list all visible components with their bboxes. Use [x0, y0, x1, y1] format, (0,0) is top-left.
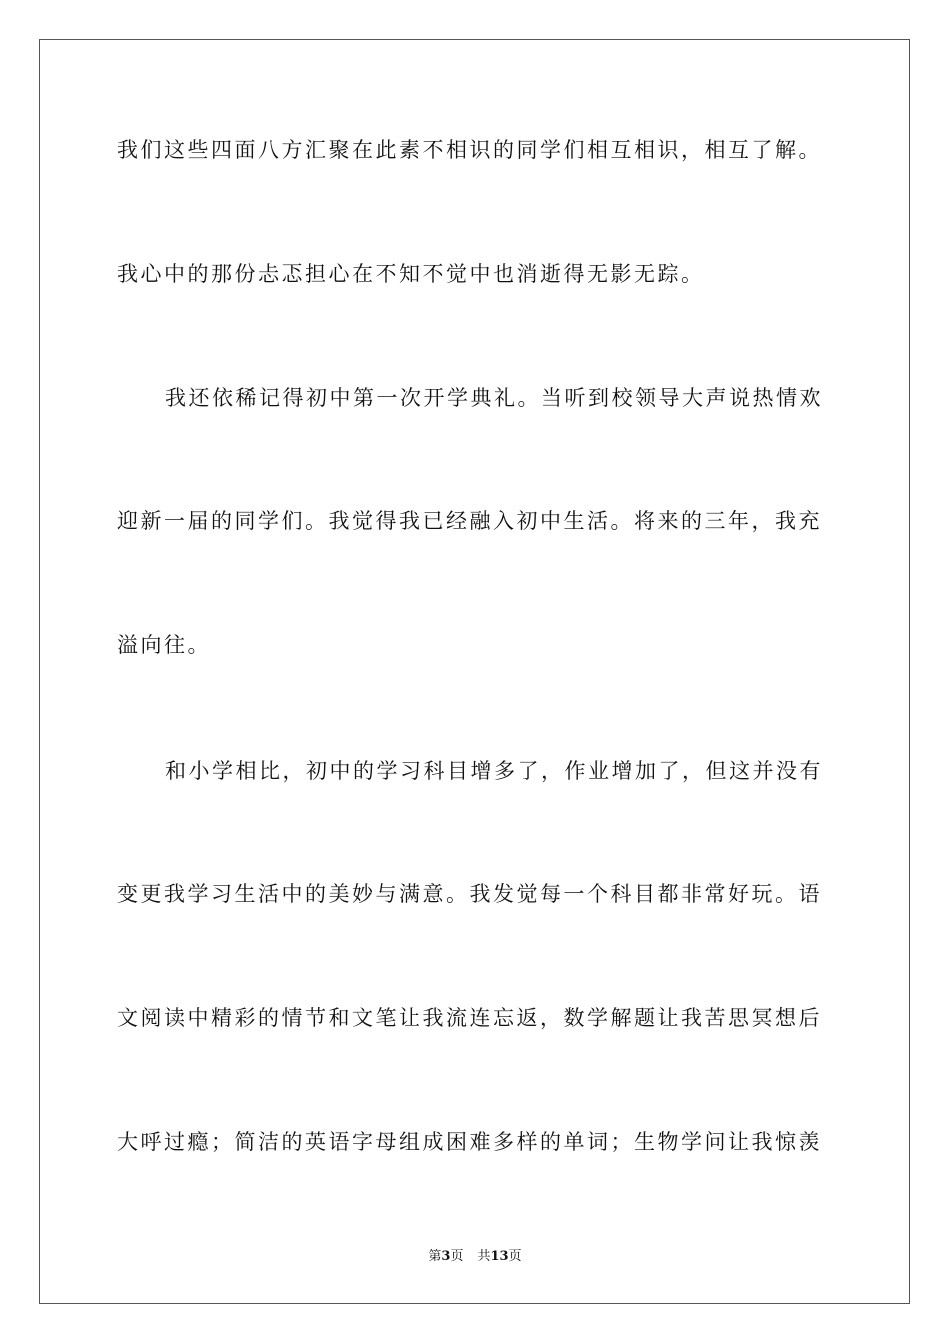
total-pages: 13 — [490, 1249, 509, 1264]
page-number: 3 — [441, 1249, 451, 1264]
page-frame — [39, 39, 910, 1304]
text-line-9: 大呼过瘾；简洁的英语字母组成困难多样的单词；生物学问让我惊羡 — [117, 1130, 822, 1154]
page-footer — [0, 1248, 950, 1266]
text-line-1: 我们这些四面八方汇聚在此素不相识的同学们相互相识，相互了解。 — [117, 138, 822, 162]
text-line-5: 溢向往。 — [117, 633, 211, 657]
text-line-3: 我还依稀记得初中第一次开学典礼。当听到校领导大声说热情欢 — [165, 386, 823, 410]
text-line-2: 我心中的那份忐忑担心在不知不觉中也消逝得无影无踪。 — [117, 262, 705, 286]
text-line-7: 变更我学习生活中的美妙与满意。我发觉每一个科目都非常好玩。语 — [117, 882, 822, 906]
text-line-6: 和小学相比，初中的学习科目增多了，作业增加了，但这并没有 — [165, 759, 823, 783]
total-suffix: 页 — [508, 1249, 522, 1264]
text-line-4: 迎新一届的同学们。我觉得我已经融入初中生活。将来的三年，我充 — [117, 509, 822, 533]
page-prefix: 第 — [428, 1249, 442, 1264]
total-prefix: 共 — [477, 1249, 491, 1264]
text-line-8: 文阅读中精彩的情节和文笔让我流连忘返，数学解题让我苦思冥想后 — [117, 1006, 822, 1030]
page-suffix: 页 — [450, 1249, 464, 1264]
